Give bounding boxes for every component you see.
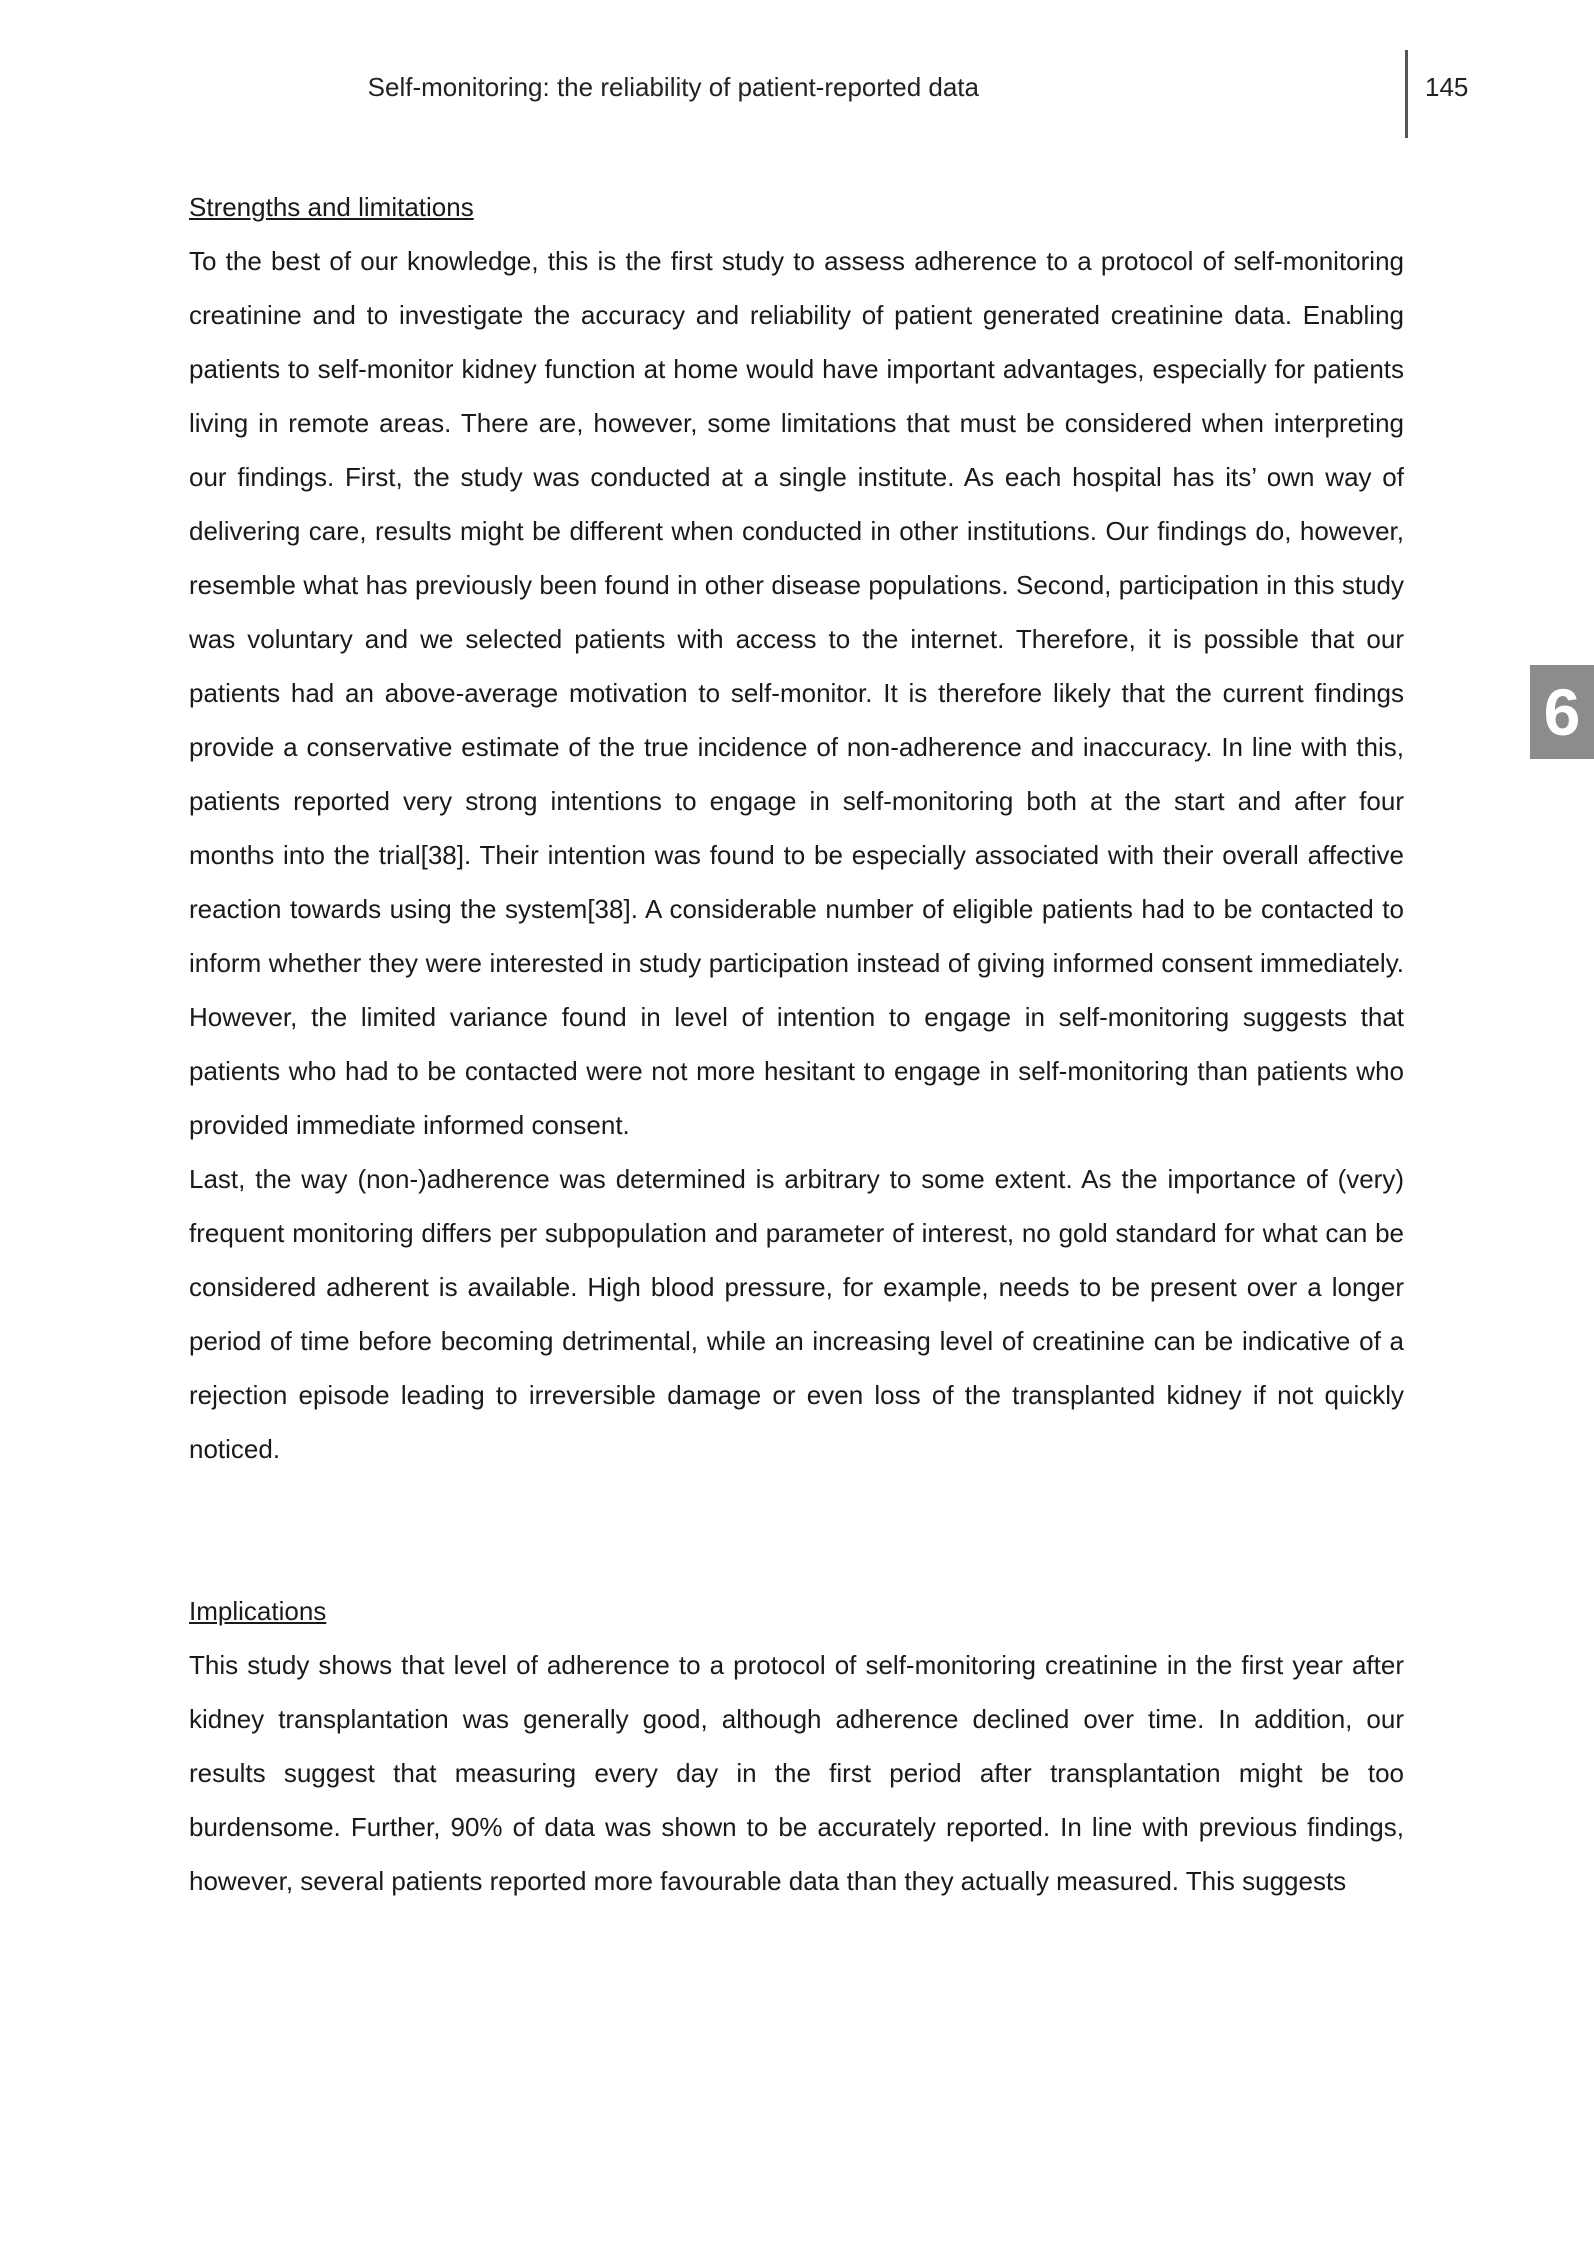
paragraph: Last, the way (non-)adherence was determined is arbitrary to some extent. As the importance of (very) frequent monitoring differs per subpopulation and parameter of interest, no gold standard for what can be considered adherent is available. High blood pressure, for example, needs to be present over a longer period of time before becoming detrimental, while an increasing level of creatinine can be indicative of a rejection episode leading to irreversible damage or even loss of the transplanted kidney if not quickly noticed. <box>189 1164 1404 1464</box>
section-heading-strengths: Strengths and limitations <box>189 192 474 222</box>
paragraph: To the best of our knowledge, this is the first study to assess adherence to a protocol of self-monitoring creatinine and to investigate the accuracy and reliability of patient generated creatinine data. Enabling patients to self-monitor kidney function at home would have important advantages, especially for patients living in remote areas. There are, however, some limitations that must be considered when interpreting our findings. First, the study was conducted at a single institute. As each hospital has its’ own way of delivering care, results might be different when conducted in other institutions. Our findings do, however, resemble what has previously been found in other disease populations. Second, participation in this study was voluntary and we selected patients with access to the internet. Therefore, it is possible that our patients had an above-average motivation to self-monitor. It is therefore likely that the current findings provide a conservative estimate of the true incidence of non-adherence and inaccuracy. In line with this, patients reported very strong intentions to engage in self-monitoring both at the start and after four months into the trial[38]. Their intention was found to be especially associated with their overall affective reaction towards using the system[38]. A considerable number of eligible patients had to be contacted to inform whether they were interested in study participation instead of giving informed consent immediately. However, the limited variance found in level of intention to engage in self-monitoring suggests that patients who had to be contacted were not more hesitant to engage in self-monitoring than patients who provided immediate informed consent. <box>189 246 1404 1140</box>
running-title: Self-monitoring: the reliability of patient-reported data <box>367 72 979 102</box>
section-spacer <box>189 1476 1404 1584</box>
page-number: 145 <box>1425 72 1469 102</box>
chapter-tab: 6 <box>1530 665 1594 759</box>
section-heading-implications: Implications <box>189 1596 327 1626</box>
header-divider <box>1405 50 1408 138</box>
page-body <box>189 180 1404 1908</box>
paragraph: This study shows that level of adherence to a protocol of self-monitoring creatinine in the first year after kidney transplantation was generally good, although adherence declined over time. In addition, our results suggest that measuring every day in the first period after transplantation might be too burdensome. Further, 90% of data was shown to be accurately reported. In line with previous findings, however, several patients reported more favourable data than they actually measured. This suggests <box>189 1650 1404 1896</box>
